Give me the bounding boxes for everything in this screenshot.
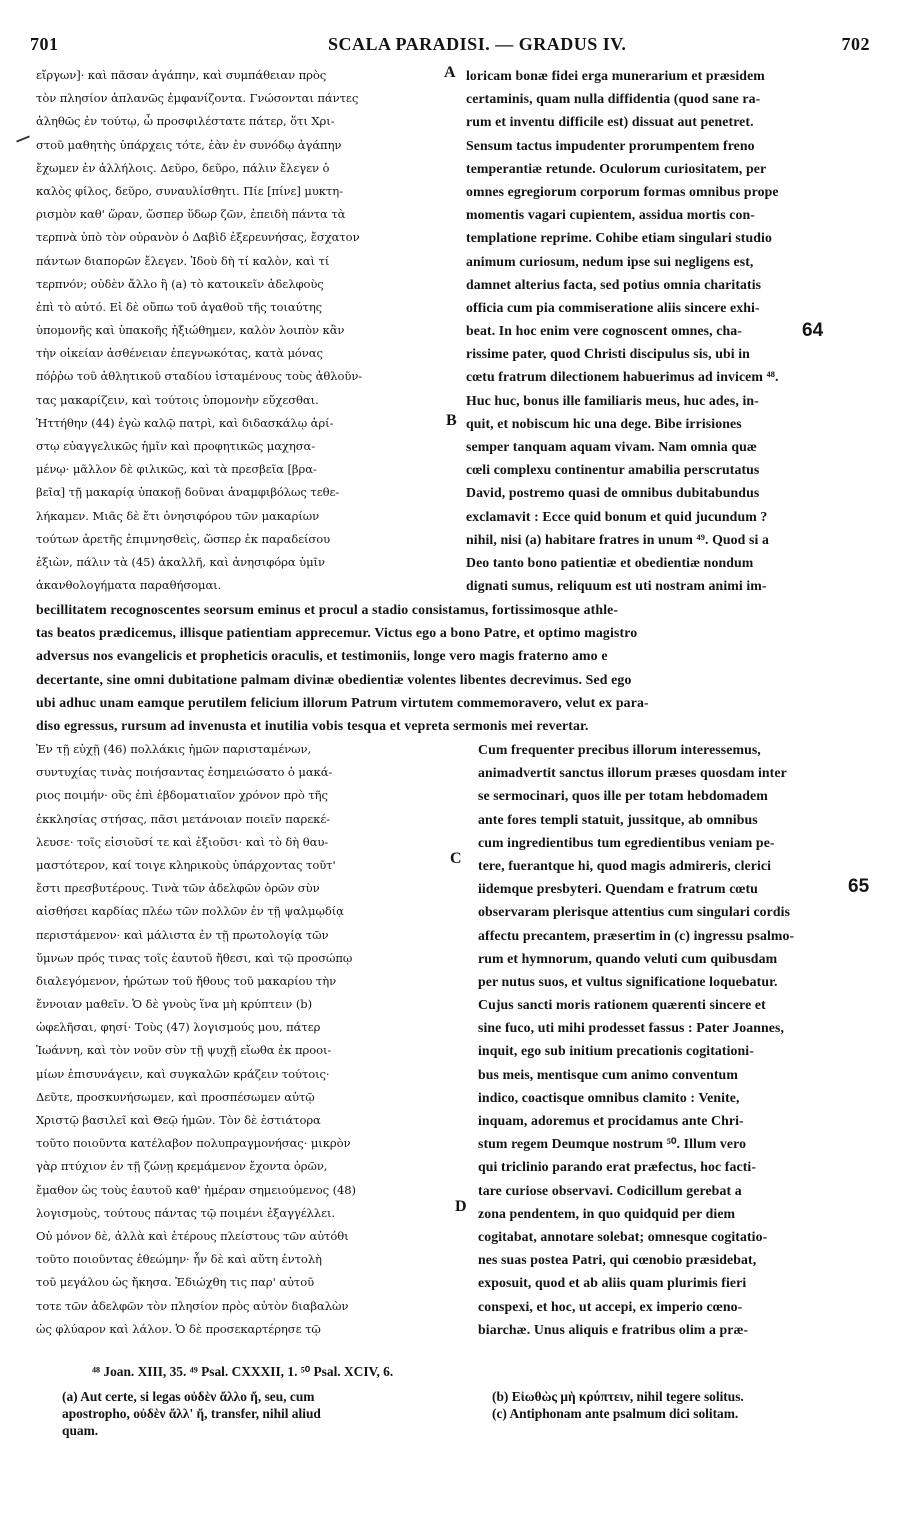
text-line: περιστάμενον· καὶ μάλιστα ἐν τῇ πρωτολογίᾳ τῶν bbox=[36, 927, 329, 942]
text-line: tare curiose observavi. Codicillum gerebat a bbox=[478, 1182, 742, 1198]
text-line: ἀληθῶς ἐν τούτῳ, ὦ προσφιλέστατε πάτερ, ὅτι Χρι- bbox=[36, 114, 335, 129]
text-line: becillitatem recognoscentes seorsum eminus et procul a stadio consistamus, fortissimosque athle- bbox=[36, 602, 619, 617]
text-line: αἰσθήσει καρδίας πλέω τῶν πολλῶν ἐν τῇ ψαλμῳδίᾳ bbox=[36, 904, 344, 919]
footnote-references: ⁴⁸ Joan. XIII, 35. ⁴⁹ Psal. CXXXII, 1. ⁵⁰ Psal. XCIV, 6. bbox=[92, 1364, 394, 1379]
text-line: adversus nos evangelicis et propheticis oraculis, et testimoniis, longe vero magis fraterno amo e bbox=[36, 648, 608, 664]
text-line: tere, fuerantque hi, quod magis admireris, clerici bbox=[478, 857, 772, 873]
text-line: inquit, ego sub initium precationis cogitationi- bbox=[478, 1043, 754, 1059]
text-line: εἴργων]· καὶ πᾶσαν ἀγάπην, καὶ συμπάθειαν πρὸς bbox=[36, 68, 327, 82]
page-header bbox=[30, 34, 870, 60]
page-number-left: 701 bbox=[30, 34, 59, 54]
page-marker-65: 65 bbox=[848, 876, 870, 897]
text-line: iidemque presbyteri. Quendam e fratrum cœtu bbox=[478, 881, 758, 897]
text-line: ἔμαθον ὡς τοὺς ἑαυτοῦ καθ' ἡμέραν σημειούμενος (48) bbox=[36, 1182, 356, 1197]
text-line: Ἡττήθην (44) ἐγὼ καλῷ πατρὶ, καὶ διδασκάλῳ ἀρί- bbox=[36, 415, 334, 430]
text-line: ἔννοιαν μαθεῖν. Ὁ δὲ γνοὺς ἵνα μὴ κρύπτειν (b) bbox=[36, 997, 313, 1012]
text-line: tas beatos prædicemus, illisque patientiam apprecemur. Victus ego a bono Patre, et optimo magistro bbox=[36, 625, 638, 641]
text-line: διαλεγόμενον, ἠρώτων τοῦ ἤθους τοῦ μακαρίου τὴν bbox=[36, 973, 337, 988]
text-line: ρισμὸν καθ' ὥραν, ὥσπερ ὕδωρ ζῶν, ἐπειδὴ πάντα τὰ bbox=[36, 207, 346, 222]
text-line: ριος ποιμήν· οὓς ἐπὶ ἑβδοματιαῖον χρόνον πρὸ τῆς bbox=[36, 788, 328, 803]
text-line: sine fuco, uti mihi prodesset fassus : Pater Joannes, bbox=[478, 1020, 785, 1036]
text-line: rum et hymnorum, quando veluti cum quibusdam bbox=[478, 950, 778, 966]
text-line: certaminis, quam nulla diffidentia (quod sane ra- bbox=[466, 91, 761, 107]
running-title: SCALA PARADISI. — GRADUS IV. bbox=[328, 34, 627, 54]
text-line: per nutus suos, et vultus significatione loquebatur. bbox=[478, 973, 778, 989]
text-line: ἐκκλησίας στήσας, πᾶσι μετάνοιαν ποιεῖν παρεκέ- bbox=[36, 811, 331, 826]
text-line: Sensum tactus impudenter prorumpentem freno bbox=[466, 137, 755, 153]
text-line: ἐπὶ τὸ αὐτό. Εἰ δὲ οὔπω τοῦ ἀγαθοῦ τῆς τοιαύτης bbox=[36, 299, 323, 314]
text-line: Ἰωάννη, καὶ τὸν νοῦν σὺν τῇ ψυχῇ εἴωθα ἐκ προοι- bbox=[36, 1043, 332, 1058]
text-line: apostropho, οὐδὲν ἄλλ' ἤ, transfer, nihil aliud bbox=[62, 1406, 321, 1421]
text-line: ὑπομονῆς καὶ ὑπακοῆς ἠξιώθημεν, καλὸν λοιπὸν κἂν bbox=[36, 323, 345, 338]
text-line: γὰρ πτύχιον ἐν τῇ ζώνῃ κρεμάμενον ἔχοντα ὁρῶν, bbox=[36, 1159, 328, 1174]
text-line: (b) Εἰωθὼς μὴ κρύπτειν, nihil tegere solitus. bbox=[492, 1389, 744, 1404]
text-line: damnet alterius facta, sed potius omnia charitatis bbox=[466, 276, 762, 292]
text-line: rum et inventu difficile est) dissuat aut penetret. bbox=[466, 114, 754, 130]
text-line: rissime pater, quod Christi discipulus sis, ubi in bbox=[466, 346, 750, 362]
text-line: τὴν οἰκείαν ἀσθένειαν ἐπεγνωκότας, κατὰ μόνας bbox=[36, 346, 323, 361]
text-line: ante fores templi statuit, jussitque, ab omnibus bbox=[478, 811, 758, 827]
text-line: bus meis, mentisque cum animo conventum bbox=[478, 1066, 738, 1082]
text-line: cœli complexu continentur amabilia perscrutatus bbox=[466, 462, 760, 478]
text-line: observaram plerisque attentius cum singulari cordis bbox=[478, 904, 791, 920]
latin-column-bottom bbox=[478, 738, 882, 1341]
text-line: τερπνόν; οὐδὲν ἄλλο ἢ (a) τὸ κατοικεῖν ἀδελφοὺς bbox=[36, 276, 324, 291]
greek-column-bottom bbox=[36, 738, 444, 1341]
text-line: biarchæ. Unus aliquis e fratribus olim a præ- bbox=[478, 1321, 749, 1337]
greek-column-top bbox=[36, 64, 440, 597]
text-line: cogitabat, annotare solebat; omnesque cogitatio- bbox=[478, 1228, 768, 1244]
text-line: Huc huc, bonus ille familiaris meus, huc ades, in- bbox=[466, 392, 759, 408]
text-line: David, postremo quasi de omnibus dubitabundus bbox=[466, 485, 760, 501]
text-line: se sermocinari, quos ille per totam hebdomadem bbox=[478, 788, 768, 804]
text-line: τοῦτο ποιοῦντας ἐθεώμην· ἦν δὲ καὶ αὕτη ἐντολὴ bbox=[36, 1252, 322, 1267]
text-line: quit, et nobiscum hic una dege. Bibe irrisiones bbox=[466, 415, 742, 431]
text-line: temperantiæ retunde. Oculorum curiositatem, per bbox=[466, 160, 767, 176]
footnote-right bbox=[492, 1388, 744, 1422]
text-line: nihil, nisi (a) habitare fratres in unum ⁴⁹. Quod si a bbox=[466, 531, 769, 547]
text-line: τοῦ μεγάλου ὡς ἤκησα. Ἐδιώχθη τις παρ' αὐτοῦ bbox=[36, 1275, 315, 1290]
text-line: momentis vagari cupientem, assidua mortis con- bbox=[466, 207, 755, 223]
text-line: τερπνὰ ὑπὸ τὸν οὐρανὸν ὁ Δαβὶδ ἐξερευνήσας, ἔσχατον bbox=[36, 230, 360, 245]
text-line: ἐξιὼν, πάλιν τὰ (45) ἀκαλλῆ, καὶ ἀνησιφόρα ὑμῖν bbox=[36, 554, 325, 569]
page-number-right: 702 bbox=[841, 34, 870, 54]
text-line: dignati sumus, reliquum est uti nostram animi im- bbox=[466, 578, 767, 594]
text-line: Cujus sancti moris rationem quærenti sincere et bbox=[478, 997, 766, 1013]
page-marker-64: 64 bbox=[802, 320, 824, 341]
text-line: qui triclinio parando erat præfectus, hoc facti- bbox=[478, 1159, 757, 1175]
text-line: τὸν πλησίον ἀπλανῶς ἐμφανίζοντα. Γνώσονται πάντες bbox=[36, 91, 359, 106]
text-line: affectu precantem, præsertim in (c) ingressu psalmo- bbox=[478, 927, 795, 943]
text-line: stum regem Deumque nostrum ⁵⁰. Illum vero bbox=[478, 1136, 747, 1152]
text-line: τας μακαρίζειν, καὶ τούτοις ὑπομονὴν εὔχεσθαι. bbox=[36, 392, 319, 407]
text-line: λήκαμεν. Μιᾶς δὲ ἔτι ὀνησιφόρου τῶν μακαρίων bbox=[36, 508, 320, 523]
full-width-latin-text bbox=[36, 598, 882, 737]
margin-letter-c: C bbox=[450, 850, 462, 867]
text-line: conspexi, et hoc, ut accepi, ex imperio cœno- bbox=[478, 1298, 743, 1314]
text-line: cœtu fratrum dilectionem habuerimus ad invicem ⁴⁸. bbox=[466, 369, 779, 385]
footnote-left bbox=[62, 1388, 321, 1439]
text-line: Χριστῷ βασιλεῖ καὶ Θεῷ ἡμῶν. Τὸν δὲ ἑστιάτορα bbox=[36, 1113, 321, 1127]
text-line: nes suas postea Patri, qui cœnobio præsidebat, bbox=[478, 1252, 757, 1268]
margin-letter-a: A bbox=[444, 64, 456, 81]
text-line: συντυχίας τινὰς ποιήσαντας ἐσημειώσατο ὁ μακά- bbox=[36, 765, 333, 780]
text-line: omnes egregiorum corporum formas omnibus prope bbox=[466, 183, 779, 199]
text-line: exposuit, quod et ab aliis quam plurimis fieri bbox=[478, 1275, 747, 1291]
text-line: semper tanquam aquam vivam. Nam omnia quæ bbox=[466, 439, 757, 454]
text-line: τούτων ἀρετῆς ἐπιμνησθεὶς, ὥσπερ ἐκ παραδείσου bbox=[36, 531, 331, 546]
text-line: exclamavit : Ecce quid bonum et quid jucundum ? bbox=[466, 508, 768, 524]
text-line: Οὐ μόνον δὲ, ἀλλὰ καὶ ἑτέρους πλείστους τῶν αὐτόθι bbox=[36, 1228, 349, 1243]
text-line: decertante, sine omni dubitatione palmam divinæ obedientiæ volentes libentes decrevimus. Sed ego bbox=[36, 671, 632, 687]
text-line: (c) Antiphonam ante psalmum dici solitam. bbox=[492, 1406, 739, 1421]
text-line: diso egressus, rursum ad invenusta et inutilia vobis tesqua et vepreta sermonis mei revertar. bbox=[36, 717, 589, 733]
text-line: μίων ἐπισυνάγειν, καὶ συγκαλῶν κράζειν τούτοις· bbox=[36, 1066, 330, 1081]
text-line: τοῦτο ποιοῦντα κατέλαβον πολυπραγμονήσας· μικρὸν bbox=[36, 1136, 351, 1151]
text-line: καλὸς φίλος, δεῦρο, συναυλίσθητι. Πίε [πίνε] μυκτη- bbox=[36, 183, 343, 198]
text-line: βεῖα] τῇ μακαρίᾳ ὑπακοῇ δοῦναι ἀναμφιβόλως τεθε- bbox=[36, 485, 340, 500]
text-line: πάντων διαπορῶν ἔλεγεν. Ἰδοὺ δὴ τί καλὸν, καὶ τί bbox=[36, 253, 330, 268]
text-line: ὡς φλύαρον καὶ λάλον. Ὁ δὲ προσεκαρτέρησε τῷ bbox=[36, 1321, 321, 1336]
text-line: ἀκανθολογήματα παραθήσομαι. bbox=[36, 578, 222, 593]
text-line: beat. In hoc enim vere cognoscent omnes, cha- bbox=[466, 323, 742, 339]
text-line: ἔστι πρεσβυτέρους. Τινὰ τῶν ἀδελφῶν ὁρῶν σὺν bbox=[36, 881, 320, 896]
text-line: cum ingredientibus tum egredientibus veniam pe- bbox=[478, 834, 775, 850]
text-line: ὕμνων πρός τινας τοῖς ἑαυτοῦ ἤθεσι, καὶ τῷ προσώπῳ bbox=[36, 950, 353, 965]
text-line: λογισμοὺς, τούτους πάντας τῷ ποιμένι ἐξαγγέλλει. bbox=[36, 1205, 336, 1220]
text-line: inquam, adoremus et procidamus ante Chri- bbox=[478, 1113, 744, 1128]
text-line: templatione reprime. Cohibe etiam singulari studio bbox=[466, 230, 772, 246]
text-line: indico, coactisque omnibus clamito : Venite, bbox=[478, 1089, 740, 1105]
text-line: quam. bbox=[62, 1423, 99, 1438]
text-line: Ἐν τῇ εὐχῇ (46) πολλάκις ἡμῶν παρισταμένων, bbox=[36, 742, 312, 756]
margin-stroke bbox=[16, 135, 30, 142]
text-line: animadvertit sanctus illorum præses quosdam inter bbox=[478, 765, 787, 781]
text-line: animum curiosum, nedum ipse sui negligens est, bbox=[466, 253, 754, 269]
text-line: Cum frequenter precibus illorum interessemus, bbox=[478, 742, 761, 757]
margin-letter-b: B bbox=[446, 412, 457, 429]
text-line: μένῳ· μᾶλλον δὲ φιλικῶς, καὶ τὰ πρεσβεῖα [βρα- bbox=[36, 462, 317, 477]
margin-letter-d: D bbox=[455, 1198, 467, 1215]
text-line: ubi adhuc unam eamque perutilem felicium illorum Patrum virtutem commemoravero, velut ex para- bbox=[36, 694, 649, 710]
text-line: loricam bonæ fidei erga munerarium et præsidem bbox=[466, 68, 765, 83]
text-line: Deo tanto bono patientiæ et obedientiæ nondum bbox=[466, 554, 754, 570]
text-line: στῳ εὐαγγελικῶς ἡμῖν καὶ προφητικῶς μαχησα- bbox=[36, 439, 316, 453]
text-line: στοῦ μαθητὴς ὑπάρχεις τότε, ἐὰν ἐν συνόδῳ ἀγάπην bbox=[36, 137, 342, 152]
text-line: πόῤῥω τοῦ ἀθλητικοῦ σταδίου ἱσταμένους τοὺς ἀθλοῦν- bbox=[36, 369, 363, 384]
text-line: officia cum pia commiseratione aliis sincere exhi- bbox=[466, 299, 760, 315]
text-line: μαστότερον, καί τοιγε κληρικοὺς ὑπάρχοντας τοῦτ' bbox=[36, 857, 336, 872]
text-line: λευσε· τοῖς εἰσιοῦσί τε καὶ ἐξιοῦσι· καὶ τὸ δὴ θαυ- bbox=[36, 834, 329, 849]
text-line: (a) Aut certe, si legas οὐδὲν ἄλλο ἤ, seu, cum bbox=[62, 1389, 315, 1404]
text-line: ἔχωμεν ἐν ἀλλήλοις. Δεῦρο, δεῦρο, πάλιν ἔλεγεν ὁ bbox=[36, 160, 330, 175]
text-line: ὠφελῆσαι, φησί· Τοὺς (47) λογισμούς μου, πάτερ bbox=[36, 1020, 321, 1035]
text-line: τοτε τῶν ἀδελφῶν τὸν πλησίον πρὸς αὐτὸν διαβαλὼν bbox=[36, 1298, 349, 1313]
text-line: Δεῦτε, προσκυνήσωμεν, καὶ προσπέσωμεν αὐτῷ bbox=[36, 1089, 315, 1104]
text-line: zona pendentem, in quo quidquid per diem bbox=[478, 1205, 736, 1221]
